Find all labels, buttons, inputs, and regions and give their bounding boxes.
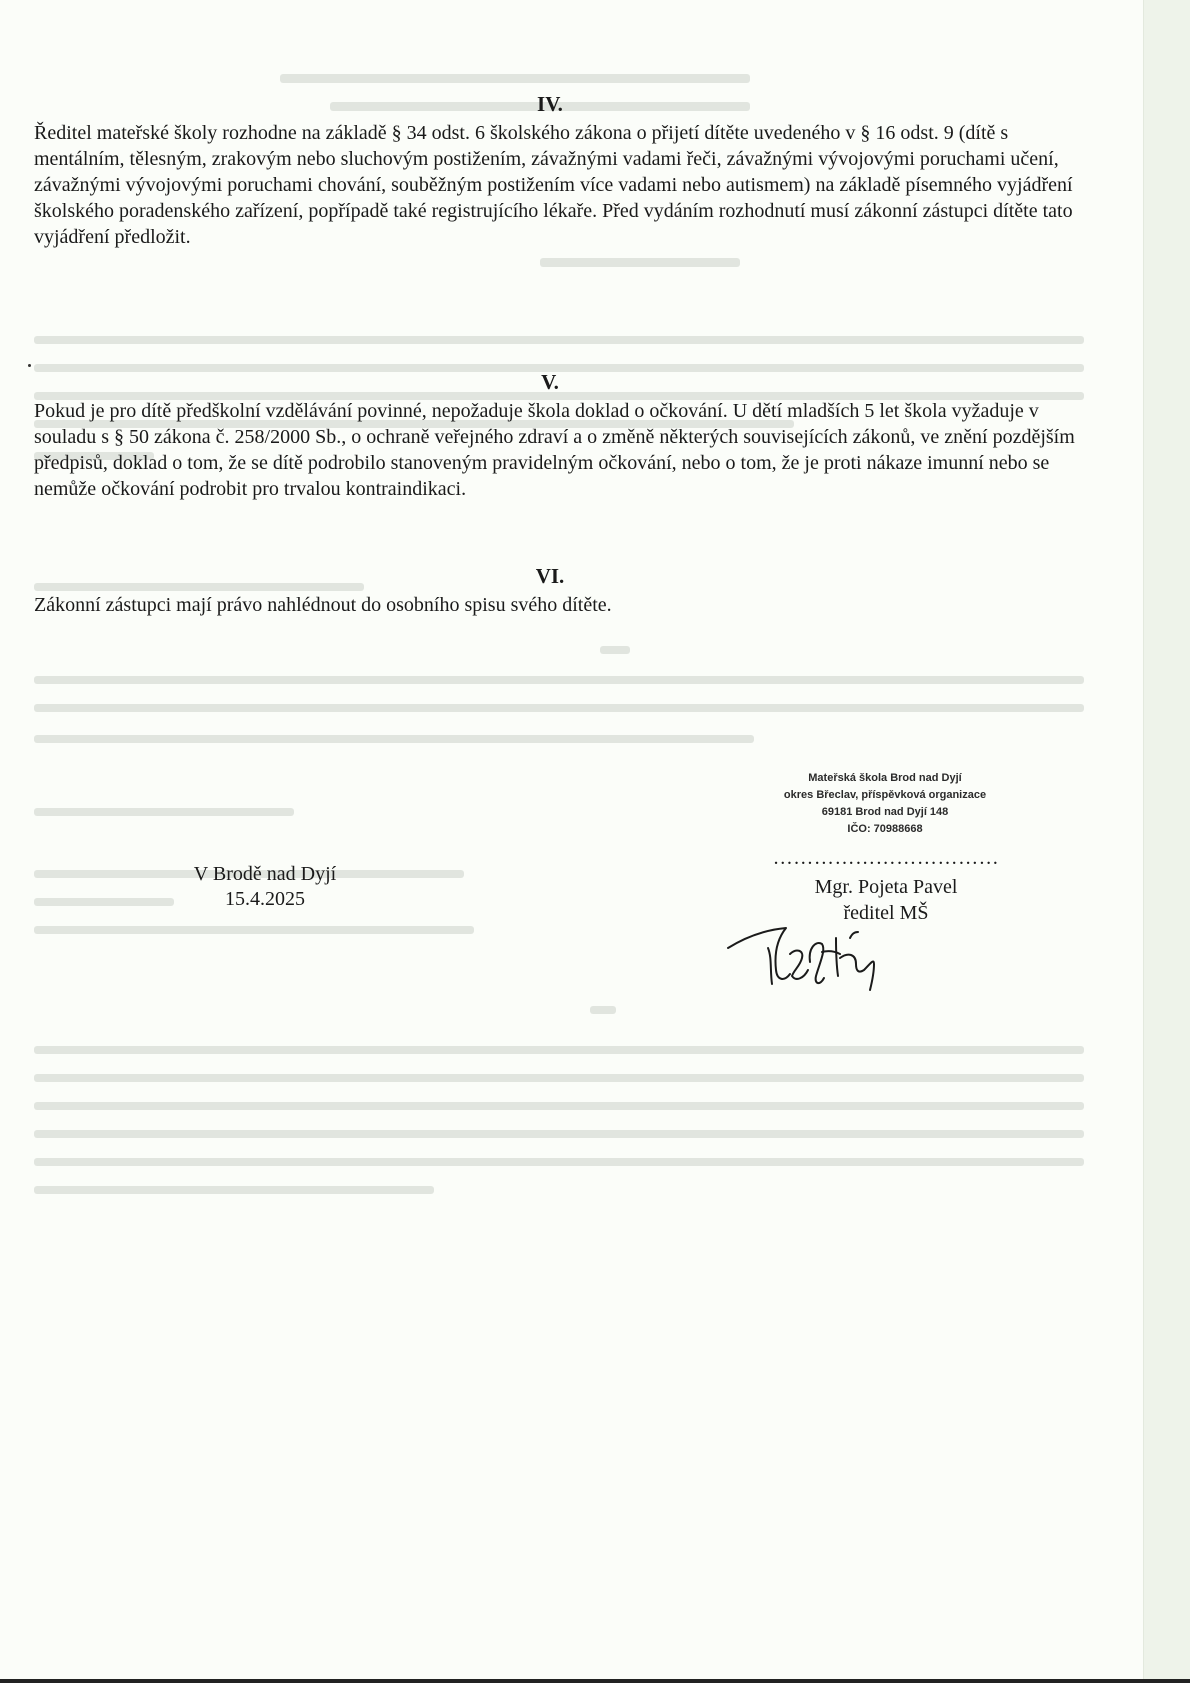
signatory-name: Mgr. Pojeta Pavel xyxy=(814,876,958,898)
school-stamp xyxy=(770,770,1000,838)
section-v-heading: V. xyxy=(541,370,559,394)
scan-bottom-border xyxy=(0,1679,1190,1683)
handwritten-signature xyxy=(724,918,924,994)
section-vi-heading: VI. xyxy=(535,564,565,588)
section-iv-text: Ředitel mateřské školy rozhodne na základě § 34 odst. 6 školského zákona o přijetí dítěte uvedeného v § 16 odst. 9 (dítě s mentálním, tělesným, zrakovým nebo sluchovým postižením, závažnými vadami řeči, závažnými vývojovými poruchami učení, závažnými vývojovými poruchami chování, souběžným postižením více vadami nebo autismem) na základě písemného vyjádření školského poradenského zařízení, popřípadě také registrujícího lékaře. Před vydáním rozhodnutí musí zákonní zástupci dítěte tato vyjádření předložit. xyxy=(34,122,1073,248)
stamp-line-4: IČO: 70988668 xyxy=(847,823,923,835)
date: 15.4.2025 xyxy=(225,888,305,910)
signatory-role: ředitel MŠ xyxy=(843,902,929,924)
scan-speck xyxy=(28,364,31,367)
section-vi-text: Zákonní zástupci mají právo nahlédnout do osobního spisu svého dítěte. xyxy=(34,594,612,616)
section-iv-heading: IV. xyxy=(537,92,563,116)
section-v-text: Pokud je pro dítě předškolní vzdělávání povinné, nepožaduje škola doklad o očkování. U dětí mladších 5 let škola vyžaduje v souladu s § 50 zákona č. 258/2000 Sb., o ochraně veřejného zdraví a o změně některých souvisejících zákonů, ve znění pozdějším předpisů, doklad o tom, že se dítě podrobilo stanoveným pravidelným očkování, nebo o tom, že je proti nákaze imunní nebo se nemůže očkování podrobit pro trvalou kontraindikaci. xyxy=(34,400,1075,500)
stamp-line-2: okres Břeclav, příspěvková organizace xyxy=(783,789,987,801)
place-date-block xyxy=(160,862,370,912)
stamp-line-1: Mateřská škola Brod nad Dyjí xyxy=(808,772,962,784)
signature-dotted-line: …………………………… xyxy=(772,847,1000,869)
stamp-line-3: 69181 Brod nad Dyjí 148 xyxy=(821,806,949,818)
place: V Brodě nad Dyjí xyxy=(193,863,337,885)
